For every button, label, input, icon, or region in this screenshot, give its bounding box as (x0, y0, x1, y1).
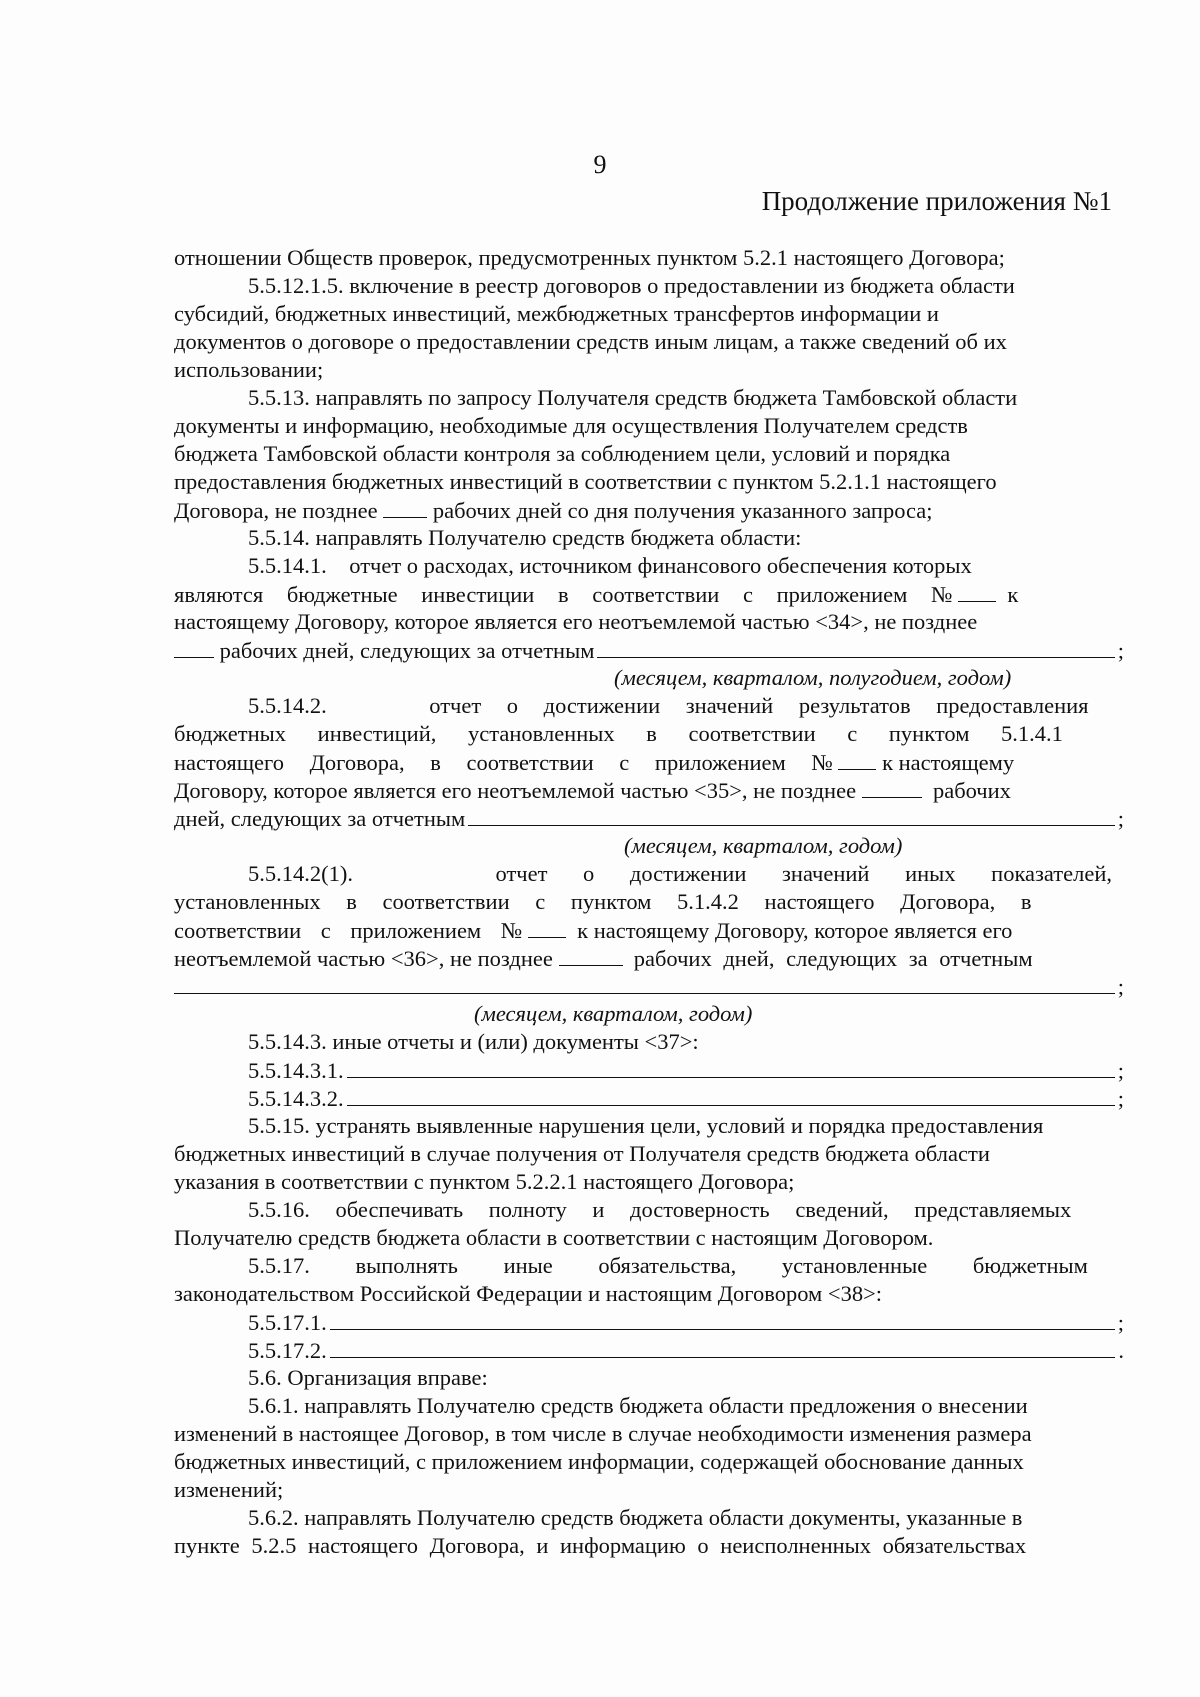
line-text: предоставления бюджетных инвестиций в соответствии с пунктом 5.2.1.1 настоящего (174, 469, 997, 494)
line-text: соответствии с приложением № (174, 918, 523, 943)
text-line (174, 916, 1124, 944)
line-text: . (1118, 1338, 1124, 1363)
line-text: использовании; (174, 357, 324, 382)
line-text: изменений; (174, 1477, 284, 1502)
text-line (174, 1448, 1124, 1476)
line-text: 5.6.1. направлять Получателю средств бюджета области предложения о внесении (248, 1393, 1028, 1418)
line-text: Получателю средств бюджета области в соответствии с настоящим Договором. (174, 1225, 934, 1250)
text-line (174, 1392, 1124, 1420)
blank-caption (174, 664, 1124, 692)
text-line (174, 1252, 1124, 1280)
fill-in-blank[interactable] (174, 972, 1115, 994)
text-line (174, 440, 1124, 468)
text-line (174, 944, 1124, 972)
fill-in-blank[interactable] (468, 804, 1114, 826)
text-line (174, 636, 1124, 664)
text-line (174, 608, 1124, 636)
line-text: законодательством Российской Федерации и настоящим Договором <38>: (174, 1281, 883, 1306)
line-text: неотъемлемой частью <36>, не позднее (174, 946, 553, 971)
text-line (174, 804, 1124, 832)
line-text: рабочих дней, следующих за отчетным (219, 638, 595, 663)
text-line (174, 1196, 1124, 1224)
text-line (174, 328, 1124, 356)
text-line (174, 1308, 1124, 1336)
line-text: 5.5.14.2(1). отчет о достижении значений иных показателей, (248, 861, 1113, 886)
text-line (174, 300, 1124, 328)
line-text: 5.5.17.2. (248, 1338, 327, 1363)
text-line (174, 244, 1124, 272)
line-text: рабочих дней со дня получения указанного запроса; (432, 498, 933, 523)
caption-text: (месяцем, кварталом, полугодием, годом) (614, 665, 1012, 690)
fill-in-blank[interactable] (330, 1336, 1116, 1358)
line-text: к настоящему Договору, которое является его (577, 918, 1013, 943)
line-text: Договора, не позднее (174, 498, 378, 523)
text-line (174, 552, 1124, 580)
text-line (174, 692, 1124, 720)
line-text: 5.5.14. направлять Получателю средств бюджета области: (248, 525, 802, 550)
text-line (174, 720, 1124, 748)
text-line (174, 1476, 1124, 1504)
line-text: 5.6.2. направлять Получателю средств бюджета области документы, указанные в (248, 1505, 1023, 1530)
fill-in-blank[interactable] (862, 776, 922, 798)
fill-in-blank[interactable] (838, 748, 876, 770)
text-line (174, 888, 1124, 916)
line-text: отношении Обществ проверок, предусмотренных пунктом 5.2.1 настоящего Договора; (174, 245, 1005, 270)
line-text: бюджета Тамбовской области контроля за соблюдением цели, условий и порядка (174, 441, 951, 466)
line-text: ; (1117, 1310, 1124, 1335)
text-line (174, 1364, 1124, 1392)
line-text: установленных в соответствии с пунктом 5.1.4.2 настоящего Договора, в (174, 889, 1032, 914)
line-text: к (1007, 582, 1019, 607)
line-text: указания в соответствии с пунктом 5.2.2.1 настоящего Договора; (174, 1169, 795, 1194)
line-text: 5.5.14.2. отчет о достижении значений результатов предоставления (248, 693, 1089, 718)
line-text: Договору, которое является его неотъемлемой частью <35>, не позднее (174, 778, 857, 803)
line-text: рабочих дней, следующих за отчетным (633, 946, 1033, 971)
fill-in-blank[interactable] (958, 580, 996, 602)
text-line (174, 1504, 1124, 1532)
text-line (174, 1420, 1124, 1448)
text-line (174, 776, 1124, 804)
line-text: 5.5.14.3.1. (248, 1058, 344, 1083)
document-body (174, 244, 1124, 1560)
blank-caption (174, 1000, 1124, 1028)
line-text: ; (1117, 1058, 1124, 1083)
caption-text: (месяцем, кварталом, годом) (624, 833, 903, 858)
line-text: 5.5.12.1.5. включение в реестр договоров о предоставлении из бюджета области (248, 273, 1015, 298)
fill-in-blank[interactable] (528, 916, 566, 938)
line-text: ; (1117, 1086, 1124, 1111)
line-text: бюджетных инвестиций, с приложением информации, содержащей обоснование данных (174, 1449, 1024, 1474)
text-line (174, 1084, 1124, 1112)
line-text: настоящему Договору, которое является его неотъемлемой частью <34>, не позднее (174, 609, 978, 634)
line-text: 5.5.17.1. (248, 1310, 327, 1335)
line-text: пункте 5.2.5 настоящего Договора, и информацию о неисполненных обязательствах (174, 1533, 1027, 1558)
fill-in-blank[interactable] (330, 1308, 1115, 1330)
text-line (174, 1224, 1124, 1252)
line-text: 5.5.14.1. отчет о расходах, источником финансового обеспечения которых (248, 553, 972, 578)
text-line (174, 272, 1124, 300)
appendix-header: Продолжение приложения №1 (761, 186, 1112, 216)
text-line (174, 1168, 1124, 1196)
line-text: бюджетных инвестиций, установленных в соответствии с пунктом 5.1.4.1 (174, 721, 1063, 746)
line-text: дней, следующих за отчетным (174, 806, 466, 831)
line-text: документов о договоре о предоставлении средств иным лицам, а также сведений об их (174, 329, 1007, 354)
text-line (174, 356, 1124, 384)
line-text: субсидий, бюджетных инвестиций, межбюджетных трансфертов информации и (174, 301, 939, 326)
caption-text: (месяцем, кварталом, годом) (474, 1001, 753, 1026)
text-line (174, 524, 1124, 552)
line-text: 5.5.15. устранять выявленные нарушения цели, условий и порядка предоставления (248, 1113, 1044, 1138)
text-line (174, 1140, 1124, 1168)
text-line (174, 748, 1124, 776)
line-text: ; (1117, 638, 1124, 663)
line-text: 5.6. Организация вправе: (248, 1365, 488, 1390)
text-line (174, 468, 1124, 496)
text-line (174, 1028, 1124, 1056)
line-text: являются бюджетные инвестиции в соответствии с приложением № (174, 582, 953, 607)
fill-in-blank[interactable] (559, 944, 623, 966)
text-line (174, 496, 1124, 524)
fill-in-blank[interactable] (347, 1084, 1115, 1106)
fill-in-blank[interactable] (383, 496, 427, 518)
line-text: 5.5.16. обеспечивать полноту и достоверность сведений, представляемых (248, 1197, 1072, 1222)
text-line (174, 1112, 1124, 1140)
line-text: изменений в настоящее Договор, в том числе в случае необходимости изменения размера (174, 1421, 1032, 1446)
line-text: 5.5.17. выполнять иные обязательства, установленные бюджетным (248, 1253, 1088, 1278)
text-line (174, 1056, 1124, 1084)
blank-caption (174, 832, 1124, 860)
text-line (174, 972, 1124, 1000)
text-line (174, 860, 1124, 888)
text-line (174, 384, 1124, 412)
line-text: 5.5.14.3. иные отчеты и (или) документы <37>: (248, 1029, 699, 1054)
text-line (174, 1336, 1124, 1364)
line-text: бюджетных инвестиций в случае получения от Получателя средств бюджета области (174, 1141, 990, 1166)
line-text: настоящего Договора, в соответствии с приложением № (174, 750, 833, 775)
line-text: к настоящему (882, 750, 1015, 775)
text-line (174, 412, 1124, 440)
text-line (174, 1532, 1124, 1560)
fill-in-blank[interactable] (347, 1056, 1115, 1078)
text-line (174, 580, 1124, 608)
fill-in-blank[interactable] (597, 636, 1114, 658)
line-text: ; (1117, 974, 1124, 999)
line-text: 5.5.14.3.2. (248, 1086, 344, 1111)
page-number: 9 (593, 150, 607, 179)
fill-in-blank[interactable] (174, 636, 214, 658)
line-text: ; (1117, 806, 1124, 831)
line-text: 5.5.13. направлять по запросу Получателя средств бюджета Тамбовской области (248, 385, 1018, 410)
line-text: документы и информацию, необходимые для осуществления Получателем средств (174, 413, 968, 438)
text-line (174, 1280, 1124, 1308)
line-text: рабочих (932, 778, 1011, 803)
